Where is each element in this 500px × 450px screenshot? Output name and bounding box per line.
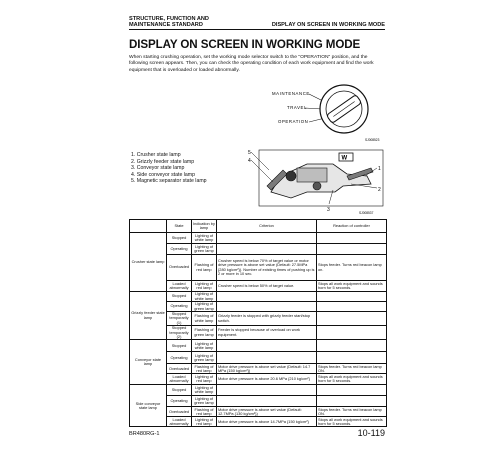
lamp-cell: Lighting of white lamp: [192, 340, 217, 352]
lamp-cell: Flashing of green lamp: [192, 326, 217, 340]
reaction-cell: [317, 340, 387, 352]
state-cell: Stopped temporarily (1): [167, 312, 192, 326]
table-row: [130, 417, 387, 427]
criterion-cell: Motor drive pressure is above 14.7MPa {150 kg/cm²}: [217, 417, 317, 427]
table-header: State: [167, 220, 192, 233]
header-rule: [129, 29, 385, 30]
table-row: [130, 292, 387, 302]
legend-item: 4. Side conveyor state lamp: [131, 171, 196, 178]
monitor-screen-figure: [247, 146, 385, 216]
reaction-cell: Stops feeder. Turns red beacon lamp on.: [317, 255, 387, 281]
state-cell: Operating: [167, 396, 192, 407]
lamp-cell: Flashing of red lamp: [192, 407, 217, 417]
crusher-lamp-icon: [286, 171, 296, 181]
state-cell: Operating: [167, 352, 192, 364]
table-row: [130, 364, 387, 374]
table-header: Reaction of controller: [317, 220, 387, 233]
equipment-cell: Side conveyor state lamp: [130, 385, 167, 427]
callout-1: 1: [378, 166, 381, 172]
state-cell: Operating: [167, 244, 192, 255]
legend-item: 3. Conveyor state lamp: [131, 165, 185, 172]
lamp-cell: Lighting of green lamp: [192, 244, 217, 255]
table-header: Criterion: [217, 220, 317, 233]
table-row: [130, 302, 387, 312]
criterion-cell: Crusher speed is below 70% of target value or motor drive pressure is above set value (Default: 27.5MPa {280 kg/cm²}). Number of existing times of pushing up is 2 or more in 10 sec.: [217, 255, 317, 281]
lamp-legend: [131, 152, 207, 185]
reaction-cell: [317, 302, 387, 312]
reaction-cell: [317, 396, 387, 407]
criterion-cell: [217, 244, 317, 255]
model-number: BR480RG-1: [129, 431, 160, 437]
state-cell: Loaded abnormally: [167, 417, 192, 427]
topic-header: DISPLAY ON SCREEN IN WORKING MODE: [271, 22, 385, 28]
lamp-cell: Lighting of red lamp: [192, 374, 217, 385]
criterion-cell: [217, 233, 317, 244]
legend-item: 1. Crusher state lamp: [131, 152, 181, 158]
table-row: [130, 407, 387, 417]
table-row: [130, 244, 387, 255]
lamp-cell: Lighting of red lamp: [192, 281, 217, 292]
figure-code: SJ008523: [365, 138, 380, 142]
state-cell: Stopped: [167, 385, 192, 396]
reaction-cell: Stops all work equipment and sounds horn for 5 seconds.: [317, 374, 387, 385]
table-row: [130, 352, 387, 364]
criterion-cell: Grizzly feeder is stopped with grizzly feeder start/stop switch.: [217, 312, 317, 326]
table-header: [130, 220, 167, 233]
reaction-cell: Stops feeder. Turns red beacon lamp ON.: [317, 407, 387, 417]
criterion-cell: Motor drive pressure is above 20.6 MPa {210 kg/cm²}: [217, 374, 317, 385]
reaction-cell: [317, 385, 387, 396]
criterion-cell: [217, 292, 317, 302]
table-row: [130, 255, 387, 281]
criterion-cell: Motor drive pressure is above set value (Default: 14.7 MPa {150 kg/cm²}): [217, 364, 317, 374]
criterion-cell: [217, 352, 317, 364]
legend-item: 5. Magnetic separator state lamp: [131, 178, 207, 185]
reaction-cell: [317, 244, 387, 255]
table-row: [130, 396, 387, 407]
section-header: [129, 16, 209, 29]
state-cell: Stopped temporarily (2): [167, 326, 192, 340]
state-lamp-table: [129, 219, 387, 427]
lamp-cell: Flashing of white lamp: [192, 312, 217, 326]
criterion-cell: Feeder is stopped because of overload on work equipment.: [217, 326, 317, 340]
reaction-cell: [317, 326, 387, 340]
equipment-cell: Grizzly feeder state lamp: [130, 292, 167, 340]
selector-label-operation: OPERATION: [278, 119, 309, 124]
selector-label-maintenance: MAINTENANCE: [272, 91, 310, 96]
mode-selector-figure: [271, 79, 384, 146]
table-row: [130, 233, 387, 244]
state-cell: Stopped: [167, 340, 192, 352]
reaction-cell: [317, 292, 387, 302]
state-cell: Overloaded: [167, 255, 192, 281]
table-row: [130, 326, 387, 340]
criterion-cell: Crusher speed is below 50% of target value.: [217, 281, 317, 292]
reaction-cell: Stops all work equipment and sounds horn for 5 seconds.: [317, 281, 387, 292]
reaction-cell: Stops all work equipment and sounds horn for 5 seconds.: [317, 417, 387, 427]
criterion-cell: [217, 396, 317, 407]
criterion-cell: [217, 340, 317, 352]
lamp-cell: Lighting of green lamp: [192, 352, 217, 364]
state-cell: Loaded abnormally: [167, 374, 192, 385]
state-cell: Loaded abnormally: [167, 281, 192, 292]
callout-2: 2: [378, 187, 381, 193]
reaction-cell: [317, 352, 387, 364]
lamp-cell: Flashing of red lamp: [192, 255, 217, 281]
table-row: [130, 385, 387, 396]
lamp-cell: Lighting of green lamp: [192, 396, 217, 407]
table-row: [130, 312, 387, 326]
lamp-cell: Lighting of white lamp: [192, 292, 217, 302]
state-cell: Overloaded: [167, 407, 192, 417]
callout-5: 5: [248, 150, 251, 156]
criterion-cell: Motor drive pressure is above set value (Default: 12.7MPa {130 kg/cm²}): [217, 407, 317, 417]
state-cell: Operating: [167, 302, 192, 312]
criterion-cell: [217, 385, 317, 396]
page-number: 10-119: [357, 428, 385, 438]
intro-paragraph: When starting crushing operation, set the working mode selector switch to the "OPERATION" position, and the following screen appears. Then, you can check the operating condition of each work equipment and find the work equipment that is overloaded or loaded abnormally.: [129, 55, 374, 73]
section-line-1: STRUCTURE, FUNCTION AND: [129, 16, 209, 22]
table-row: [130, 374, 387, 385]
legend-item: 2. Grizzly feeder state lamp: [131, 158, 195, 165]
reaction-cell: [317, 233, 387, 244]
lamp-cell: Lighting of green lamp: [192, 302, 217, 312]
reaction-cell: [317, 312, 387, 326]
table-row: [130, 281, 387, 292]
callout-4: 4: [248, 158, 251, 164]
equipment-cell: Crusher state lamp: [130, 233, 167, 292]
criterion-cell: [217, 302, 317, 312]
page-title: DISPLAY ON SCREEN IN WORKING MODE: [129, 38, 361, 51]
figure-code: SJ008537: [359, 211, 374, 215]
table-header: Indication by lamp: [192, 220, 217, 233]
section-line-2: MAINTENANCE STANDARD: [129, 22, 203, 29]
lamp-cell: Lighting of white lamp: [192, 233, 217, 244]
selector-label-travel: TRAVEL: [287, 105, 307, 110]
lamp-cell: Flashing of red lamp: [192, 364, 217, 374]
equipment-cell: Conveyor state lamp: [130, 340, 167, 385]
lamp-cell: Lighting of white lamp: [192, 385, 217, 396]
svg-text:W: W: [341, 155, 348, 162]
callout-3: 3: [327, 207, 330, 213]
lamp-cell: Lighting of red lamp: [192, 417, 217, 427]
table-row: [130, 340, 387, 352]
state-cell: Stopped: [167, 233, 192, 244]
state-cell: Overloaded: [167, 364, 192, 374]
reaction-cell: Stops feeder. Turns red beacon lamp ON.: [317, 364, 387, 374]
state-cell: Stopped: [167, 292, 192, 302]
